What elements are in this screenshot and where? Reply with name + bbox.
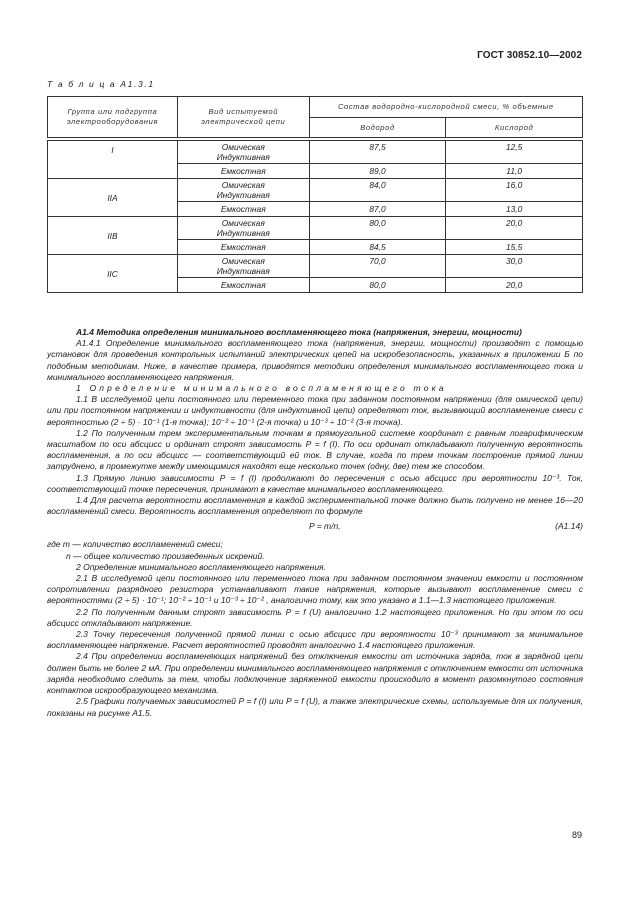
paragraph-2-1: 2.1 В исследуемой цепи постоянного или переменного тока при заданном постоянном значении емкости и постоянном сопротивлении разрядного резистора устанавливают такие напряжения, которые вызывают воспламенение смеси с вероятностями (2 ÷ 5) · 10⁻¹; 10⁻² ÷ 10⁻¹ и 10⁻³ ÷ 10⁻² , аналогично тому, как это указано в 1.1—1.3 настоящего приложения.	[47, 573, 583, 606]
group-cell: IIC	[48, 255, 178, 293]
circuit-cell	[177, 141, 309, 164]
hydrogen-cell: 80,0	[309, 217, 446, 240]
circuit-type-2: Омическая Индуктивная	[216, 180, 270, 200]
paragraph-a141: А1.4.1 Определение минимального воспламеняющего тока (напряжения, энергии, мощности) производят с помощью установок для проведения контрольных испытаний электрических цепей на искробезопасность, указанных в приложении Б по подобным методикам. Ниже, в качестве примера, приводятся методики определения минимального воспламеняющего тока и минимального воспламеняющего напряжения.	[47, 338, 583, 382]
oxygen-cell: 30,0	[446, 255, 583, 278]
hydrogen-cell: 87,5	[309, 141, 446, 164]
subsection-2-title: 2 Определение минимального воспламеняющего напряжения.	[76, 561, 326, 572]
paragraph-1-3: 1.3 Прямую линию зависимости P = f (I) продолжают до пересечения с осью абсцисс при вероятности 10⁻³. Ток, соответствующий точке пересечения, принимают в качестве минимального воспламеняющего.	[47, 472, 583, 494]
oxygen-cell: 13,0	[446, 202, 583, 217]
where-n: n — общее количество произведенных искрений.	[66, 550, 265, 561]
mix-header: Состав водородно-кислородной смеси, % объемные	[309, 97, 582, 118]
circuit-cell	[177, 217, 309, 240]
paragraph-1-1: 1.1 В исследуемой цепи постоянного или переменного тока при заданном постоянном напряжении (для омической цепи) или при постоянном напряжении и индуктивности (для индуктивной цепи) определяют ток, вызывающий воспламенение смеси с вероятностью (2 ÷ 5) · 10⁻¹ (1-я точка); 10⁻² ÷ 10⁻¹ (2-я точка) и 10⁻³ ÷ 10⁻² (3-я точка).	[47, 394, 583, 427]
circuit-cell: Емкостная	[177, 164, 309, 179]
circuit-cell	[177, 255, 309, 278]
group-cell: IIB	[48, 217, 178, 255]
paragraph-2-5: 2.5 Графики получаемых зависимостей P = f (I) или P = f (U), а также электрические схемы, используемые для их получения, показаны на рисунке А1.5.	[47, 696, 583, 718]
formula-line	[47, 521, 583, 533]
paragraph-2-2: 2.2 По полученным данным строят зависимость P = f (U) аналогично 1.2 настоящего приложения. Но при этом по оси абсцисс откладывают напряжение.	[47, 606, 583, 628]
circuit-cell: Емкостная	[177, 240, 309, 255]
circuit-cell: Емкостная	[177, 278, 309, 293]
paragraph-2-3: 2.3 Точку пересечения полученной прямой линии с осью абсцисс при вероятности 10⁻³ принимают за минимальное воспламеняющее напряжение. Расчет вероятностей проводят аналогично 1.4 настоящего приложения.	[47, 629, 583, 651]
where-m: где m — количество воспламенений смеси;	[47, 539, 223, 550]
standard-header: ГОСТ 30852.10—2002	[477, 50, 582, 61]
formula: P = m/n,	[309, 521, 341, 532]
hydrogen-cell: 89,0	[309, 164, 446, 179]
composition-table	[47, 96, 583, 293]
col-circuit-header: Вид испытуемой электрической цепи	[177, 97, 309, 138]
table-row	[48, 255, 583, 278]
group-cell: IIA	[48, 179, 178, 217]
hydrogen-cell: 84,5	[309, 240, 446, 255]
circuit-cell: Емкостная	[177, 202, 309, 217]
formula-number: (А1.14)	[555, 521, 583, 532]
table-row	[48, 217, 583, 240]
group-cell: I	[48, 141, 178, 179]
body-text	[47, 327, 583, 719]
section-a14-title: А1.4 Методика определения минимального воспламеняющего тока (напряжения, энергии, мощности)	[76, 327, 522, 337]
circuit-cell	[177, 179, 309, 202]
paragraph-2-4: 2.4 При определении воспламеняющих напряжений без отключения емкости от источника заряда, ток в зарядной цепи должен быть не более 2 мА. При определении минимального воспламеняющего напряжения с отключением емкости от источника заряда необходимо следить за тем, чтобы подключение заряженной емкости происходило в момент разомкнутого состояния контактов искрообразующего механизма.	[47, 651, 583, 696]
oxygen-header: Кислород	[446, 118, 583, 138]
oxygen-cell: 16,0	[446, 179, 583, 202]
oxygen-cell: 20,0	[446, 278, 583, 293]
oxygen-cell: 11,0	[446, 164, 583, 179]
table-row	[48, 179, 583, 202]
circuit-type-3: Омическая Индуктивная	[216, 218, 270, 238]
circuit-type-4: Омическая Индуктивная	[216, 256, 270, 276]
circuit-type-1: Омическая Индуктивная	[216, 142, 270, 162]
paragraph-1-4: 1.4 Для расчета вероятности воспламенения в каждой экспериментальной точке должно быть получено не менее 16—20 воспламенений смеси. Вероятность воспламенения определяют по формуле	[47, 495, 583, 517]
hydrogen-header: Водород	[309, 118, 446, 138]
hydrogen-cell: 70,0	[309, 255, 446, 278]
oxygen-cell: 15,5	[446, 240, 583, 255]
table-row	[48, 141, 583, 164]
table-caption: Т а б л и ц а А1.3.1	[47, 79, 155, 89]
page-number: 89	[571, 830, 582, 840]
col-group-header: Группа или подгруппа электрооборудования	[48, 97, 178, 138]
hydrogen-cell: 84,0	[309, 179, 446, 202]
subsection-1-title: 1 Определение минимального воспламеняющего тока	[76, 383, 447, 394]
oxygen-cell: 12,5	[446, 141, 583, 164]
oxygen-cell: 20,0	[446, 217, 583, 240]
hydrogen-cell: 80,0	[309, 278, 446, 293]
paragraph-1-2: 1.2 По полученным трем экспериментальным точкам в прямоугольной системе координат с равным логарифмическим масштабом по оси абсцисс и ординат строят зависимость P = f (I). По оси ординат откладывают полученную вероятность воспламенения, а по оси абсцисс — соответствующий ей ток. В случае, когда по трем точкам построение прямой линии затруднено, в промежутке между имеющимися находят еще несколько точек (одну, две) тем же способом.	[47, 427, 583, 472]
hydrogen-cell: 87,0	[309, 202, 446, 217]
